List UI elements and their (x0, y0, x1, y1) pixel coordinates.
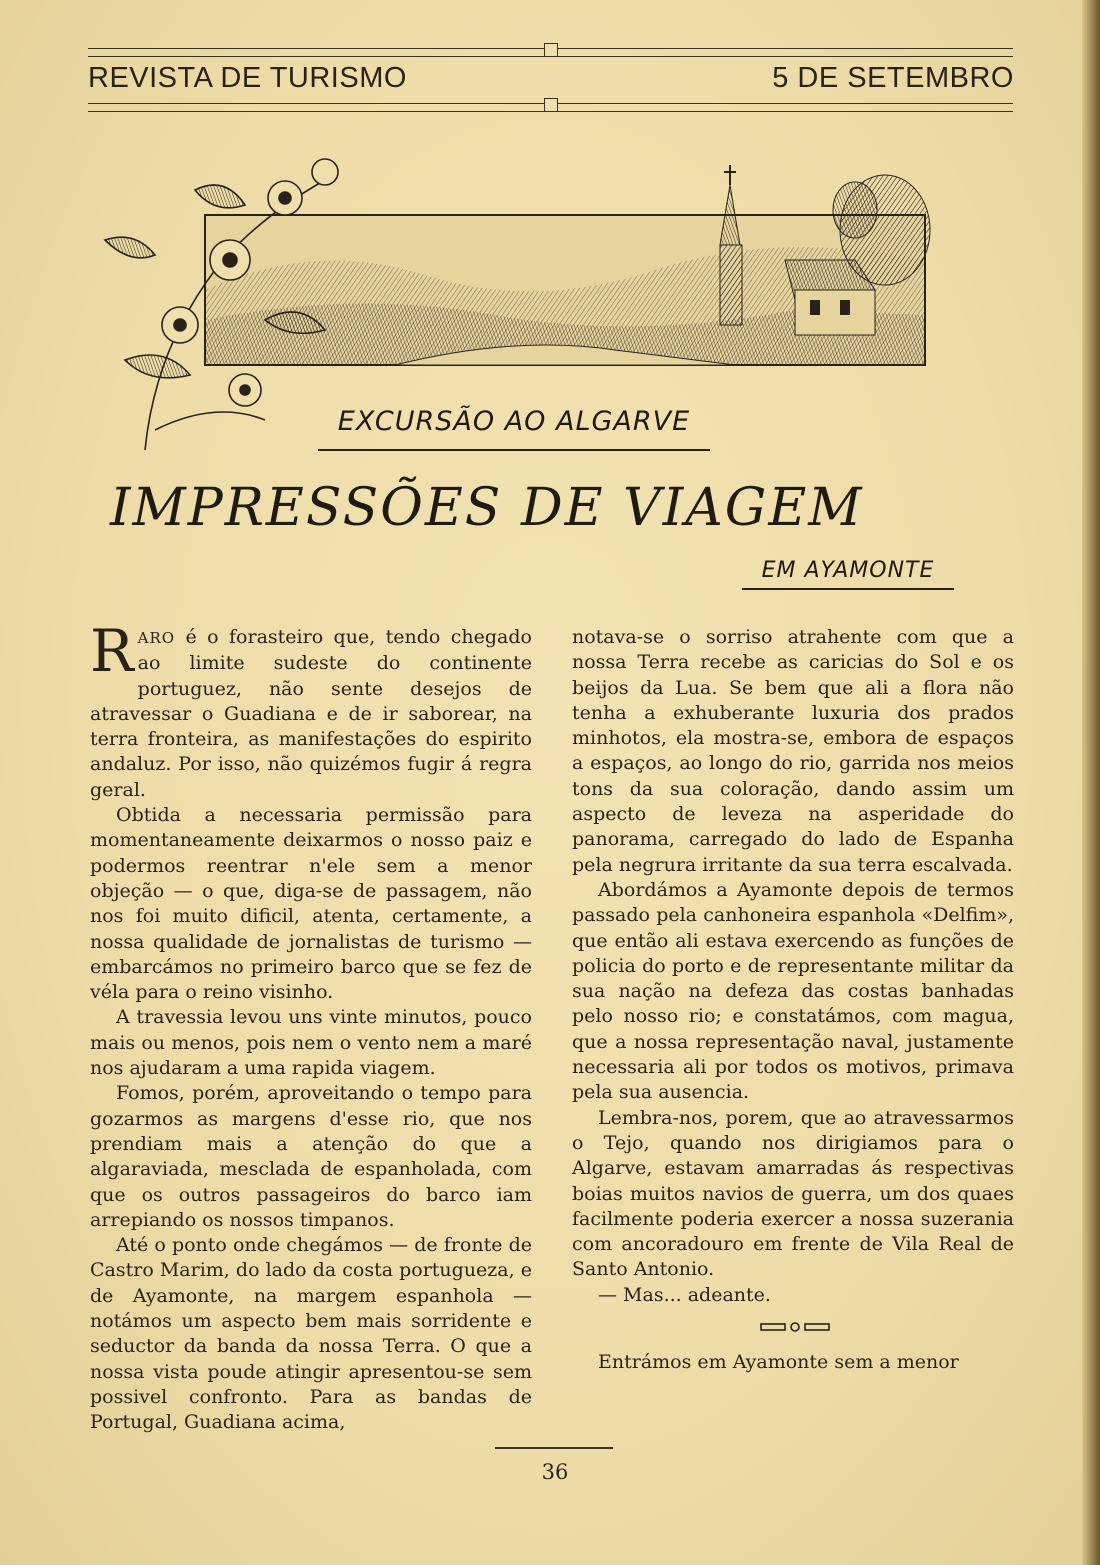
paragraph: Abordámos a Ayamonte depois de termos passado pela canhoneira espanhola «Delfim», que então ali estava exercendo as funções de policia do porto e de representante militar da sua nação na defeza das costas banhadas pelo nosso rio; e constatámos, com magua, que a nossa representação naval, justamente necessaria ali por todos os motivos, primava pela sua ausencia. (572, 878, 1014, 1104)
section-title: EXCURSÃO AO ALGARVE (337, 406, 691, 437)
landscape-scene (205, 165, 930, 365)
paragraph: Lembra-nos, porem, que ao atravessarmos o Tejo, quando nos dirigiamos para o Algarve, estavam amarradas ás respectivas boias muitos navios de guerra, um dos quaes facilmente poderia exercer a nossa suzerania com ancoradouro em frente de Vila Real de Santo Antonio. (572, 1106, 1014, 1281)
paragraph: Entrámos em Ayamonte sem a menor (598, 1351, 959, 1374)
rule-ornament (544, 43, 558, 57)
opening-paragraph (90, 617, 532, 803)
paragraph: A travessia levou uns vinte minutos, pouco mais ou menos, pois nem o vento nem a maré nos ajudaram a uma rapida viagem. (90, 1006, 532, 1080)
paragraph: notava-se o sorriso atrahente com que a nossa Terra recebe as caricias do Sol e os beijos da Lua. Se bem que ali a flora não tenha a exhuberante luxuria dos prados minhotos, ela mostra-se, embora de espaços a espaços, ao longo do rio, garrida nos meios tons da sua coloração, dando assim um aspecto de leveza na asperidade do panorama, carregado do lado de Espanha pela negrura irritante da sua terra escalvada. (572, 626, 1014, 876)
page-spine-shadow (1082, 0, 1100, 1565)
divider-ornament-icon (760, 1320, 830, 1334)
top-double-rule (88, 48, 1013, 57)
drop-cap: R (90, 617, 134, 685)
paragraph: Fomos, porém, aproveitando o tempo para gozarmos as margens d'esse rio, que nos prendiam mais a atenção do que a algaraviada, mesclada de espanholada, com que os outros passageiros do barco iam arrepiando os nossos timpanos. (90, 1082, 532, 1231)
article-title: IMPRESSÕES DE VIAGEM (110, 478, 864, 538)
paragraph: Até o ponto onde chegámos — de fronte de Castro Marim, do lado da costa portugueza, e de Ayamonte, na margem espanhola — notámos um aspecto bem mais sorridente e seductor da banda da nossa Terra. O que a nossa vista poude atingir apresentou-se sem possivel confronto. Para as bandas de Portugal, Guadiana acima, (90, 1234, 532, 1434)
header-double-rule (88, 103, 1013, 112)
first-word-smallcaps: ARO (137, 629, 176, 647)
paragraph: Obtida a necessaria permissão para momentaneamente deixarmos o nosso paiz e podermos reentrar n'ele sem a menor objeção — o que, diga-se de passagem, não nos foi muito dificil, atenta, certamente, a nossa qualidade de jornalistas de turismo — embarcámos no primeiro barco que se fez de véla para o reino visinho. (90, 804, 532, 1004)
body-column-right (572, 625, 1014, 1375)
publication-name: REVISTA DE TURISMO (88, 62, 407, 94)
issue-date: 5 DE SETEMBRO (772, 62, 1014, 94)
page-number: 36 (541, 1460, 569, 1484)
paragraph-text: é o forasteiro que, tendo chegado ao limite sudeste do continente portuguez, não sente desejos de atravessar o Guadiana e de ir saborear, na terra fronteira, as manifestações do espirito andaluz. Por isso, não quizémos fugir á regra geral. (90, 626, 532, 801)
section-title-underline (318, 449, 710, 451)
body-column-left (90, 617, 532, 1436)
section-divider-ornament (572, 1316, 1014, 1342)
rule-ornament (544, 98, 558, 112)
subtitle-underline (742, 588, 954, 590)
footer-rule (495, 1447, 613, 1449)
article-subtitle: EM AYAMONTE (761, 558, 935, 583)
paragraph: — Mas... adeante. (598, 1283, 771, 1306)
